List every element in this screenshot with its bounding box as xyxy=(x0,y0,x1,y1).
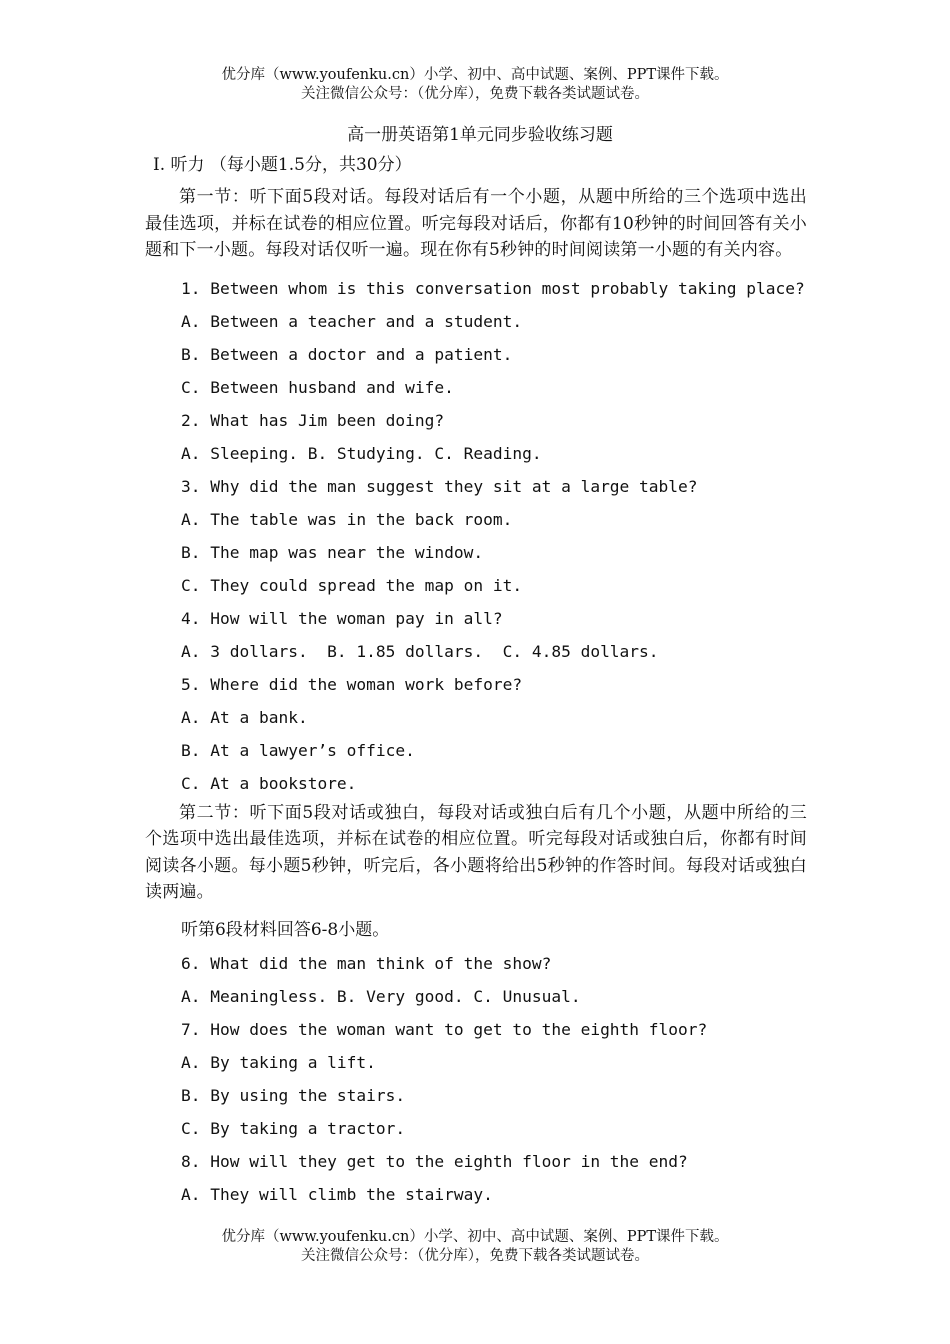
banner-line-1: 优分库（www.youfenku.cn）小学、初中、高中试题、案例、PPT课件下载。 xyxy=(221,1229,729,1245)
section2-questions xyxy=(145,947,807,1211)
question-line: 8. How will they get to the eighth floor in the end? xyxy=(181,1151,688,1171)
option-line: B. At a lawyer’s office. xyxy=(181,740,415,760)
option-line: B. The map was near the window. xyxy=(181,542,484,562)
section1-instructions: 第一节：听下面5段对话。每段对话后有一个小题，从题中所给的三个选项中选出最佳选项，并标在试卷的相应位置。听完每段对话后，你都有10秒钟的时间回答有关小题和下一小题。每段对话仅听一遍。现在你有5秒钟的时间阅读第一小题的有关内容。 xyxy=(145,187,807,260)
option-line: A. At a bank. xyxy=(181,707,308,727)
option-line: A. They will climb the stairway. xyxy=(181,1184,493,1204)
material-note: 听第6段材料回答6-8小题。 xyxy=(181,919,390,940)
option-line: C. Between husband and wife. xyxy=(181,377,454,397)
option-line: A. By taking a lift. xyxy=(181,1052,376,1072)
question-line: 4. How will the woman pay in all? xyxy=(181,608,503,628)
option-line: B. By using the stairs. xyxy=(181,1085,406,1105)
section2-instructions: 第二节：听下面5段对话或独白，每段对话或独白后有几个小题，从题中所给的三个选项中选出最佳选项，并标在试卷的相应位置。听完每段对话或独白后，你都有时间阅读各小题。每小题5秒钟，听完后，各小题将给出5秒钟的作答时间。每段对话或独白读两遍。 xyxy=(145,802,807,902)
banner-line-2: 关注微信公众号：（优分库），免费下载各类试题试卷。 xyxy=(301,1248,649,1264)
header-banner xyxy=(0,66,950,104)
question-line: 2. What has Jim been doing? xyxy=(181,410,445,430)
option-line: A. 3 dollars. B. 1.85 dollars. C. 4.85 dollars. xyxy=(181,641,659,661)
section1-questions xyxy=(145,272,807,800)
page-title: 高一册英语第1单元同步验收练习题 xyxy=(347,125,613,145)
option-line: A. Meaningless. B. Very good. C. Unusual. xyxy=(181,986,581,1006)
question-line: 7. How does the woman want to get to the eighth floor? xyxy=(181,1019,708,1039)
option-line: C. By taking a tractor. xyxy=(181,1118,406,1138)
option-line: C. They could spread the map on it. xyxy=(181,575,523,595)
question-line: 6. What did the man think of the show? xyxy=(181,953,552,973)
option-line: A. Between a teacher and a student. xyxy=(181,311,523,331)
footer-banner xyxy=(0,1228,950,1266)
option-line: A. Sleeping. B. Studying. C. Reading. xyxy=(181,443,542,463)
question-line: 1. Between whom is this conversation most probably taking place? xyxy=(181,278,805,298)
section-heading-listening: I. 听力 （每小题1.5分，共30分） xyxy=(153,155,412,175)
option-line: A. The table was in the back room. xyxy=(181,509,513,529)
banner-line-2: 关注微信公众号：（优分库），免费下载各类试题试卷。 xyxy=(301,86,649,102)
question-line: 3. Why did the man suggest they sit at a large table? xyxy=(181,476,698,496)
option-line: B. Between a doctor and a patient. xyxy=(181,344,513,364)
document-body xyxy=(145,122,807,1211)
question-line: 5. Where did the woman work before? xyxy=(181,674,523,694)
banner-line-1: 优分库（www.youfenku.cn）小学、初中、高中试题、案例、PPT课件下载。 xyxy=(221,67,729,83)
option-line: C. At a bookstore. xyxy=(181,773,357,793)
